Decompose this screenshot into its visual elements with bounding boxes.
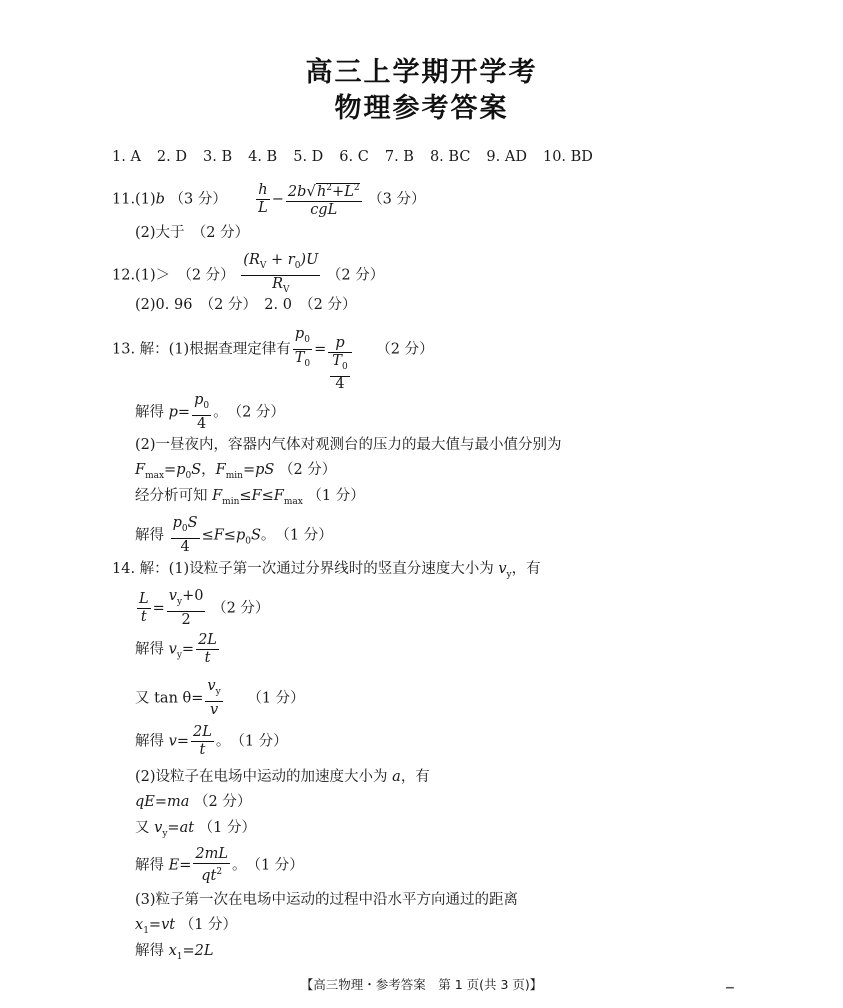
formula-h-over-l: $\frac{h}{L}$: [258, 182, 268, 216]
choice-answer: 7. B: [384, 149, 414, 165]
q13-analysis: 经分析可知 $F_{min}\le F\le F_{max}$ （1 分）: [135, 488, 365, 507]
page-footer: 【高三物理・参考答案 第 1 页(共 3 页)】: [300, 977, 543, 992]
q13-part2: (2)一昼夜内，容器内气体对观测台的压力的最大值与最小值分别为: [135, 437, 562, 453]
choice-answer: 8. BC: [429, 149, 471, 165]
q14-equation-x1: $x_1=vt$ （1 分）: [135, 917, 238, 936]
q13-part1: 13. 解：(1)根据查理定律有 $\frac{p_0}{T_0}$ = $\frac{p}{\frac{T_0}{4}}$ （2 分）: [112, 326, 434, 392]
q12-part1: 12.(1)＞ （2 分） $\frac{(R_V + r_0)U}{R_V}$ （2 分）: [112, 252, 384, 299]
choice-answer: 2. D: [156, 149, 187, 165]
page-subtitle: 物理参考答案: [334, 93, 509, 124]
choice-answer: 10. BD: [542, 149, 593, 165]
formula-sqrt-fraction: $\frac{2b√h^2+L^2}{\text{cgL}}$: [287, 182, 360, 218]
choice-answer: 4. B: [248, 149, 278, 165]
q14-part3: (3)粒子第一次在电场中运动的过程中沿水平方向通过的距离: [135, 892, 519, 908]
q14-equation-vy-at: 又 $v_y=at$ （1 分）: [135, 820, 256, 839]
q14-equation-qe: qE=ma （2 分）: [135, 794, 252, 810]
choice-answer: 1. A: [112, 149, 141, 165]
q13-solution2: 解得 $\frac{p_0S}{4}$ $\le F\le p_0S$。 （1 分）: [135, 515, 333, 555]
formula-p-over-t0-quarter: $\frac{p}{\frac{T_0}{4}}$: [328, 335, 351, 391]
q14-part2: (2)设粒子在电场中运动的加速度大小为 a，有: [135, 769, 430, 785]
q13-solution1: 解得 p= $\frac{p_0}{4}$ 。 （2 分）: [135, 392, 285, 432]
q14-solution-e: 解得 E= $\frac{2mL}{qt^2}$ 。 （1 分）: [135, 846, 304, 884]
scan-mark: ▁: [726, 978, 734, 989]
q14-solution-vy: 解得 $v_y=$ $\frac{2L}{t}$: [135, 632, 217, 666]
choice-answers: [112, 148, 609, 166]
q13-force-range: $F_{max}=p_0S$，$F_{min}=pS$ （2 分）: [135, 462, 337, 481]
q14-solution-v: 解得 v= $\frac{2L}{t}$ 。 （1 分）: [135, 724, 288, 758]
choice-answer: 5. D: [293, 149, 324, 165]
q14-equation1: $\frac{L}{t}$ = $\frac{v_y+0}{2}$ （2 分）: [139, 588, 270, 628]
choice-answer: 6. C: [339, 149, 369, 165]
q11-part1: 11.(1)b （3 分） $\frac{h}{L}$ − $\frac{2b√h^2+L^2}{\text{cgL}}$ （3 分）: [112, 182, 426, 218]
q12-part2: (2)0. 96 （2 分） 2. 0 （2 分）: [135, 297, 357, 313]
choice-answer: 3. B: [203, 149, 233, 165]
choice-answer: 9. AD: [486, 149, 527, 165]
q11-part2: (2)大于 （2 分）: [135, 225, 250, 241]
formula-p0-over-t0: $\frac{p_0}{T_0}$: [294, 326, 311, 369]
formula-voltage: $\frac{(R_V + r_0)U}{R_V}$: [243, 252, 319, 295]
q14-solution-x1: 解得 $x_1=2L$: [135, 943, 214, 962]
page-title: 高三上学期开学考: [305, 57, 538, 88]
q14-part1: 14. 解：(1)设粒子第一次通过分界线时的竖直分速度大小为 $v_y$，有: [112, 561, 541, 580]
q14-tan-relation: 又 tan θ= $\frac{v_y}{v}$ （1 分）: [135, 678, 305, 718]
